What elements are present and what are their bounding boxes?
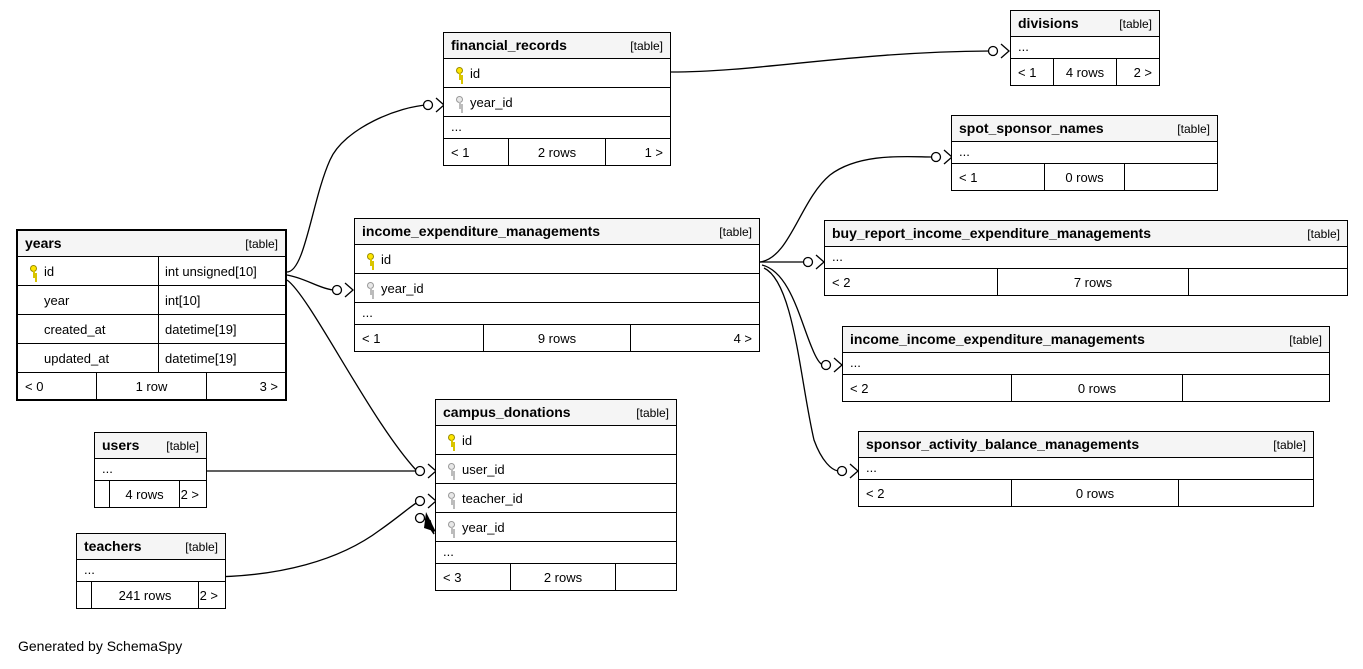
column-cell — [355, 245, 759, 273]
table-title: teachers — [84, 538, 142, 554]
column-type: int[10] — [158, 286, 285, 314]
table-type-tag: [table] — [1289, 333, 1322, 347]
table-spot-sponsor-names[interactable] — [951, 115, 1218, 191]
foreign-key-icon — [442, 463, 462, 476]
table-title: users — [102, 437, 140, 453]
table-column-row — [355, 274, 759, 303]
column-type: int unsigned[10] — [158, 257, 285, 285]
footer-rowcount: 241 rows — [91, 582, 199, 608]
primary-key-icon — [450, 67, 470, 80]
table-title: campus_donations — [443, 404, 571, 420]
table-years[interactable] — [16, 229, 287, 401]
column-type: datetime[19] — [158, 315, 285, 343]
footer-rowcount: 0 rows — [1044, 164, 1125, 190]
footer-rowcount: 0 rows — [1011, 375, 1183, 401]
table-type-tag: [table] — [1307, 227, 1340, 241]
table-footer — [952, 164, 1217, 190]
footer-rowcount: 9 rows — [483, 325, 631, 351]
foreign-key-icon — [442, 521, 462, 534]
column-name: year_id — [381, 280, 424, 296]
table-buy-report-income-expenditure-managements[interactable] — [824, 220, 1348, 296]
primary-key-icon — [361, 253, 381, 266]
table-income-expenditure-managements[interactable] — [354, 218, 760, 352]
table-title: years — [25, 235, 62, 251]
column-cell — [18, 344, 158, 372]
table-type-tag: [table] — [1119, 17, 1152, 31]
footer-parents[interactable]: < 2 — [850, 380, 869, 396]
more-columns-ellipsis: ... — [843, 353, 1329, 375]
more-columns-ellipsis: ... — [444, 117, 670, 139]
more-columns-ellipsis: ... — [95, 459, 206, 481]
footer-children[interactable]: 3 > — [259, 378, 278, 394]
table-footer — [444, 139, 670, 165]
table-title: sponsor_activity_balance_managements — [866, 436, 1140, 452]
column-name: teacher_id — [462, 490, 523, 506]
column-name: updated_at — [44, 350, 110, 366]
column-name: id — [44, 263, 55, 279]
column-cell — [18, 257, 158, 285]
table-column-row — [436, 426, 676, 455]
foreign-key-icon — [361, 282, 381, 295]
column-cell — [18, 315, 158, 343]
more-columns-ellipsis: ... — [952, 142, 1217, 164]
footer-parents[interactable]: < 1 — [959, 169, 978, 185]
table-type-tag: [table] — [185, 540, 218, 554]
table-users[interactable] — [94, 432, 207, 508]
column-cell — [436, 426, 676, 454]
table-footer — [436, 564, 676, 590]
table-income-income-expenditure-managements[interactable] — [842, 326, 1330, 402]
column-cell — [436, 513, 676, 541]
table-type-tag: [table] — [630, 39, 663, 53]
column-cell — [18, 286, 158, 314]
foreign-key-icon — [450, 96, 470, 109]
primary-key-icon — [24, 265, 44, 278]
column-cell — [436, 455, 676, 483]
column-name: year_id — [462, 519, 505, 535]
footer-rowcount: 4 rows — [109, 481, 180, 507]
table-type-tag: [table] — [166, 439, 199, 453]
table-column-row — [444, 59, 670, 88]
more-columns-ellipsis: ... — [1011, 37, 1159, 59]
column-name: id — [462, 432, 473, 448]
table-header — [952, 116, 1217, 142]
table-header — [444, 33, 670, 59]
table-column-row — [436, 484, 676, 513]
table-header — [436, 400, 676, 426]
table-type-tag: [table] — [1177, 122, 1210, 136]
table-title: spot_sponsor_names — [959, 120, 1104, 136]
footer-children[interactable] — [1183, 375, 1329, 401]
table-title: divisions — [1018, 15, 1079, 31]
table-campus-donations[interactable] — [435, 399, 677, 591]
table-type-tag: [table] — [1273, 438, 1306, 452]
footer-rowcount: 0 rows — [1011, 480, 1179, 506]
footer-rowcount: 2 rows — [508, 139, 606, 165]
foreign-key-icon — [442, 492, 462, 505]
table-type-tag: [table] — [719, 225, 752, 239]
footer-children[interactable] — [1179, 480, 1313, 506]
column-cell — [436, 484, 676, 512]
more-columns-ellipsis: ... — [825, 247, 1347, 269]
primary-key-icon — [442, 434, 462, 447]
footer-children[interactable]: 1 > — [644, 144, 663, 160]
table-column-row — [436, 455, 676, 484]
table-title: income_expenditure_managements — [362, 223, 601, 239]
generated-by-note: Generated by SchemaSpy — [18, 638, 183, 654]
footer-children[interactable]: 2 > — [1133, 64, 1152, 80]
footer-children[interactable]: 2 > — [180, 486, 199, 502]
column-cell — [355, 274, 759, 302]
footer-rowcount: 2 rows — [510, 564, 616, 590]
footer-rowcount: 4 rows — [1053, 59, 1117, 85]
table-type-tag: [table] — [636, 406, 669, 420]
table-title: financial_records — [451, 37, 567, 53]
column-name: year_id — [470, 94, 513, 110]
table-column-row — [18, 286, 285, 315]
table-header — [77, 534, 225, 560]
footer-parents[interactable] — [95, 481, 109, 507]
table-header — [859, 432, 1313, 458]
footer-parents[interactable]: < 2 — [866, 485, 885, 501]
table-column-row — [355, 245, 759, 274]
footer-parents[interactable] — [77, 582, 91, 608]
column-name: created_at — [44, 321, 106, 337]
footer-parents[interactable]: < 3 — [443, 569, 462, 585]
footer-parents[interactable]: < 2 — [832, 274, 851, 290]
footer-parents[interactable]: < 1 — [451, 144, 470, 160]
more-columns-ellipsis: ... — [436, 542, 676, 564]
footer-parents[interactable]: < 1 — [362, 330, 381, 346]
table-column-row — [18, 257, 285, 286]
column-name: id — [381, 251, 392, 267]
table-header — [95, 433, 206, 459]
table-footer — [355, 325, 759, 351]
table-footer — [843, 375, 1329, 401]
table-header — [1011, 11, 1159, 37]
table-column-row — [18, 344, 285, 373]
table-column-row — [444, 88, 670, 117]
table-divisions[interactable] — [1010, 10, 1160, 86]
table-footer — [825, 269, 1347, 295]
table-footer — [1011, 59, 1159, 85]
table-financial-records[interactable] — [443, 32, 671, 166]
more-columns-ellipsis: ... — [77, 560, 225, 582]
footer-children[interactable] — [616, 564, 676, 590]
column-name: user_id — [462, 461, 505, 477]
footer-children[interactable] — [1189, 269, 1347, 295]
footer-rowcount: 1 row — [96, 373, 207, 399]
footer-children[interactable]: 2 > — [199, 587, 218, 603]
more-columns-ellipsis: ... — [859, 458, 1313, 480]
column-name: year — [44, 292, 70, 308]
table-footer — [18, 373, 285, 399]
table-column-row — [18, 315, 285, 344]
table-header — [355, 219, 759, 245]
table-teachers[interactable] — [76, 533, 226, 609]
column-type: datetime[19] — [158, 344, 285, 372]
table-footer — [95, 481, 206, 507]
table-sponsor-activity-balance-managements[interactable] — [858, 431, 1314, 507]
table-header — [18, 231, 285, 257]
column-cell — [444, 59, 670, 87]
table-footer — [859, 480, 1313, 506]
footer-rowcount: 7 rows — [997, 269, 1189, 295]
table-title: buy_report_income_expenditure_managements — [832, 225, 1151, 241]
footer-children[interactable] — [1125, 164, 1217, 190]
table-column-row — [436, 513, 676, 542]
table-title: income_income_expenditure_managements — [850, 331, 1145, 347]
table-type-tag: [table] — [245, 237, 278, 251]
table-footer — [77, 582, 225, 608]
footer-parents[interactable]: < 1 — [1018, 64, 1037, 80]
footer-children[interactable]: 4 > — [733, 330, 752, 346]
column-cell — [444, 88, 670, 116]
table-header — [825, 221, 1347, 247]
footer-parents[interactable]: < 0 — [25, 378, 44, 394]
more-columns-ellipsis: ... — [355, 303, 759, 325]
column-name: id — [470, 65, 481, 81]
table-header — [843, 327, 1329, 353]
